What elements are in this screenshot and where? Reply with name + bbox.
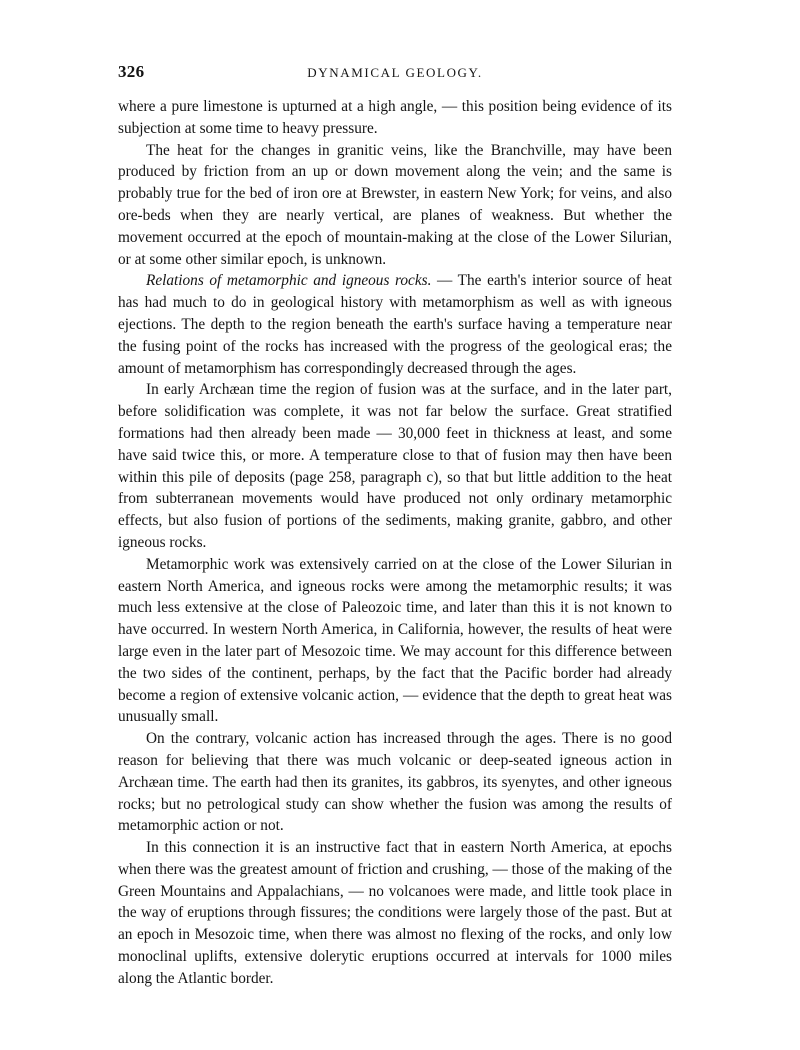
running-head <box>118 62 672 92</box>
body-text <box>118 96 672 990</box>
paragraph-text: The heat for the changes in granitic veins, like the Branchville, may have been produced by friction from an up or down movement along the vein; and the same is probably true for the bed of iron ore at Brewster, in eastern New York; for veins, and also ore-beds when they are nearly vertical, are planes of weakness. But whether the movement occurred at the epoch of mountain-making at the close of the Lower Silurian, or at some other similar epoch, is unknown. <box>118 141 672 268</box>
paragraph-text: Metamorphic work was extensively carried on at the close of the Lower Silurian in eastern North America, and igneous rocks were among the metamorphic results; it was much less extensive at the close of Paleozoic time, and later than this it is not known to have occurred. In western North America, in California, however, the results of heat were large even in the later part of Mesozoic time. We may account for this difference between the two sides of the continent, perhaps, by the fact that the Pacific border had already become a region of extensive volcanic action, — evidence that the depth to great heat was unusually small. <box>118 555 672 726</box>
section-sidehead: Relations of metamorphic and igneous rocks. <box>146 272 432 290</box>
paragraph-text: In early Archæan time the region of fusion was at the surface, and in the later part, before solidification was complete, it was not far below the surface. Great stratified formations had then already been made — 30,000 feet in thickness at least, and some have said twice this, or more. A temperature close to that of fusion may then have been within this pile of deposits (page 258, paragraph c), so that but little addition to the heat from subterranean movements would have produced not only ordinary metamorphic effects, but also fusion of portions of the sediments, making granite, gabbro, and other igneous rocks. <box>118 381 672 551</box>
paragraph-relations <box>118 270 672 379</box>
paragraph-instructive-fact <box>118 837 672 990</box>
paragraph-continued <box>118 96 672 140</box>
paragraph-text: In this connection it is an instructive fact that in eastern North America, at epochs when there was the greatest amount of friction and crushing, — those of the making of the Green Mountains and Appalachians, — no volcanoes were made, and little took place in the way of eruptions through fissures; the conditions were largely those of the past. But at an epoch in Mesozoic time, when there was almost no flexing of the rocks, and only low monoclinal uplifts, extensive dolerytic eruptions occurred at intervals for 1000 miles along the Atlantic border. <box>118 839 672 987</box>
paragraph-text: On the contrary, volcanic action has increased through the ages. There is no good reason for believing that there was much volcanic or deep-seated igneous action in Archæan time. The earth had then its granites, its gabbros, its syenytes, and other igneous rocks; but no petrological study can show whether the fusion was among the results of metamorphic action or not. <box>118 730 672 835</box>
page-number: 326 <box>118 62 145 81</box>
paragraph-archaean <box>118 379 672 553</box>
paragraph-metamorphic-work <box>118 554 672 728</box>
paragraph-volcanic-action <box>118 728 672 837</box>
running-title: DYNAMICAL GEOLOGY. <box>307 65 483 80</box>
paragraph-text: — The earth's interior source of heat has had much to do in geological history with metamorphism as well as with igneous ejections. The depth to the region beneath the earth's surface having a temperature near the fusing point of the rocks has increased with the progress of the geological eras; the amount of metamorphism has correspondingly decreased through the ages. <box>118 272 672 377</box>
paragraph-granitic-veins <box>118 140 672 271</box>
paragraph-text: where a pure limestone is upturned at a high angle, — this position being evidence of its subjection at some time to heavy pressure. <box>118 98 672 137</box>
book-page <box>118 62 672 990</box>
